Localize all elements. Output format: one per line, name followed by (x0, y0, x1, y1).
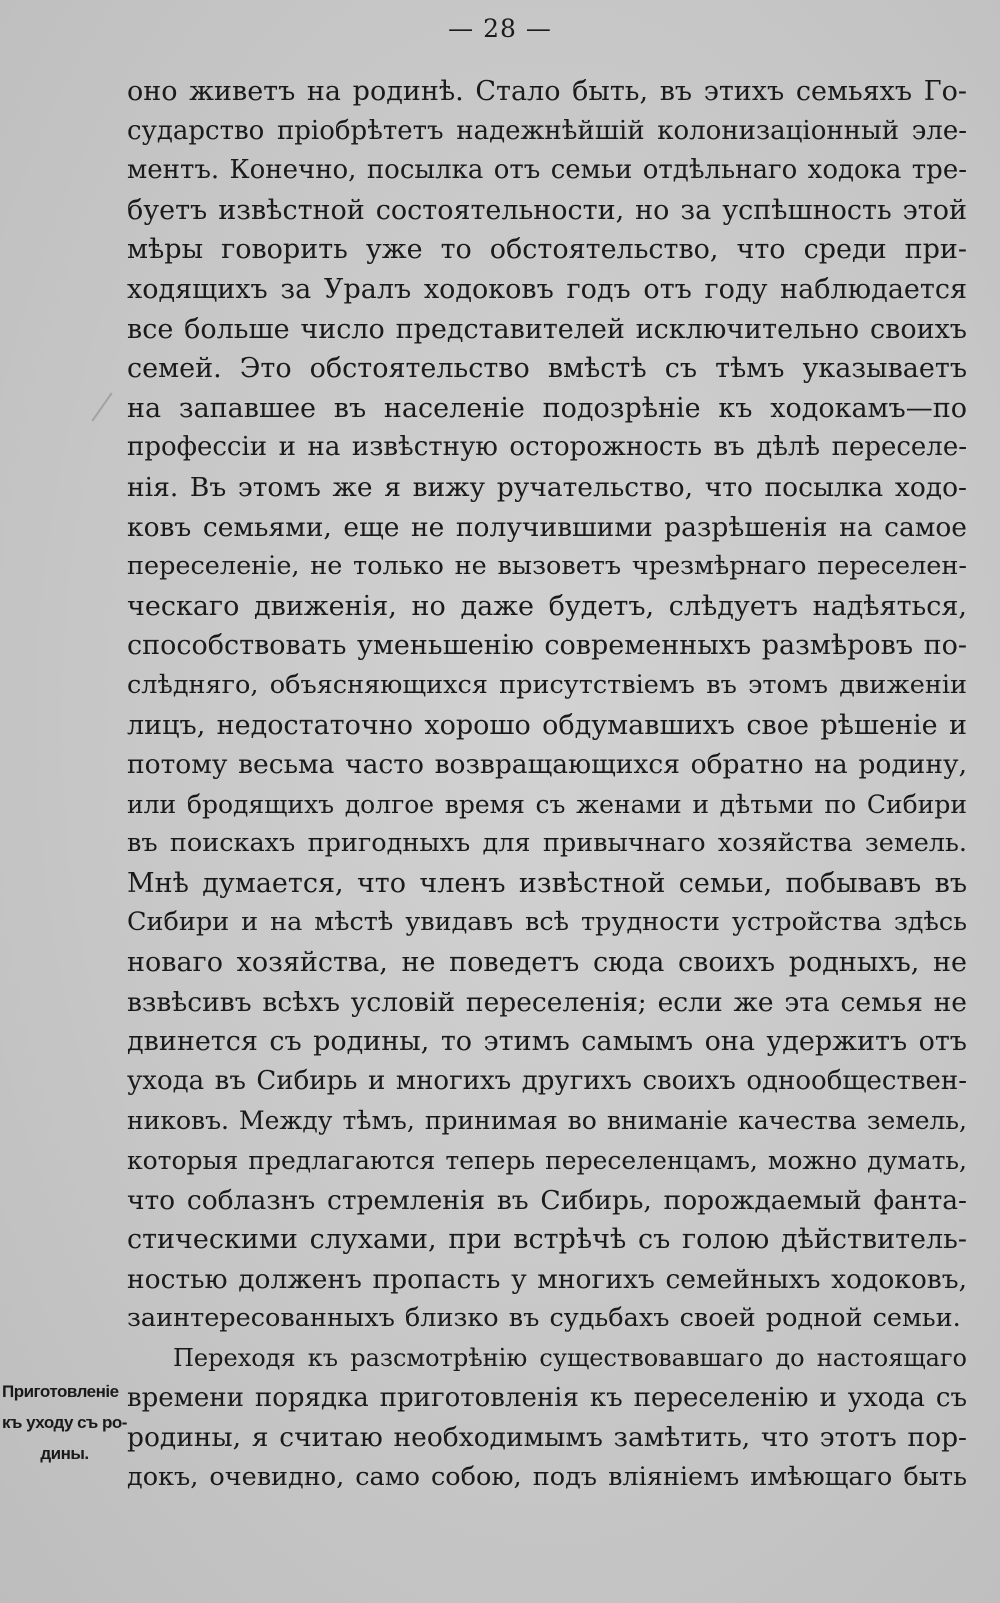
text-line: въ поискахъ пригодныхъ для привычнаго хозяйства земель. (127, 828, 967, 859)
pencil-mark (91, 393, 112, 422)
text-line: Сибири и на мѣстѣ увидавъ всѣ трудности устройства здѣсь (127, 907, 967, 938)
text-line: все больше число представителей исключительно своихъ (127, 313, 967, 345)
page-number: — 28 — (448, 14, 552, 43)
text-line: на запавшее въ населеніе подозрѣніе къ ходокамъ—по (127, 392, 967, 424)
text-line: ковъ семьями, еще не получившими разрѣшенія на самое (127, 511, 967, 543)
text-line: докъ, очевидно, само собою, подъ вліяніемъ имѣющаго быть (127, 1461, 967, 1492)
text-line: оно живетъ на родинѣ. Стало быть, въ этихъ семьяхъ Го- (127, 76, 967, 107)
text-line: ческаго движенія, но даже будетъ, слѣдуетъ надѣяться, (127, 590, 967, 622)
text-line: переселеніе, не только не вызоветъ чрезмѣрнаго переселен- (127, 551, 967, 582)
margin-note-line: дины. (40, 1444, 89, 1463)
text-line: заинтересованныхъ близко въ судьбахъ своей родной семьи. (127, 1303, 961, 1334)
text-line: профессіи и на извѣстную осторожность въ дѣлѣ переселе- (127, 432, 967, 463)
text-line: ностью долженъ пропасть у многихъ семейныхъ ходоковъ, (127, 1263, 967, 1295)
text-line: родины, я считаю необходимымъ замѣтить, что этотъ пор- (127, 1422, 967, 1454)
text-line: буетъ извѣстной состоятельности, но за успѣшность этой (127, 194, 967, 226)
text-line: новаго хозяйства, не поведетъ сюда своихъ родныхъ, не (127, 947, 967, 979)
text-line: взвѣсивъ всѣхъ условій переселенія; если же эта семья не (127, 986, 967, 1018)
text-line: ухода въ Сибирь и многихъ другихъ своихъ однообществен- (127, 1065, 967, 1096)
text-line: Мнѣ думается, что членъ извѣстной семьи, побывавъ въ (127, 867, 967, 899)
text-line: ментъ. Конечно, посылка отъ семьи отдѣльнаго ходока тре- (127, 155, 967, 186)
text-line: мѣры говорить уже то обстоятельство, что среди при- (127, 234, 967, 266)
paragraph-first-line: Переходя къ разсмотрѣнію существовавшаго до настоящаго (173, 1344, 967, 1372)
text-line: лицъ, недостаточно хорошо обдумавшихъ свое рѣшеніе и (127, 709, 967, 741)
margin-note-line: къ уходу съ ро- (2, 1413, 127, 1432)
text-line: ходящихъ за Уралъ ходоковъ годъ отъ году наблюдается (127, 273, 967, 305)
text-line: сударство пріобрѣтетъ надежнѣйшій колонизаціонный эле- (127, 115, 967, 146)
text-line: стическими слухами, при встрѣчѣ съ голою дѣйствитель- (127, 1224, 967, 1256)
text-line: нія. Въ этомъ же я вижу ручательство, что посылка ходо- (127, 471, 967, 503)
text-line: способствовать уменьшенію современныхъ размѣровъ по- (127, 630, 967, 662)
text-line: времени порядка приготовленія къ переселенію и ухода съ (127, 1382, 967, 1413)
text-line: что соблазнъ стремленія въ Сибирь, порождаемый фанта- (127, 1184, 967, 1216)
margin-note (2, 1376, 127, 1469)
text-line: никовъ. Между тѣмъ, принимая во вниманіе качества земель, (127, 1106, 967, 1136)
text-line: слѣдняго, объясняющихся присутствіемъ въ этомъ движеніи (127, 669, 967, 700)
text-line: потому весьма часто возвращающихся обратно на родину, (127, 749, 967, 781)
body-text (127, 72, 967, 1497)
text-line: семей. Это обстоятельство вмѣстѣ съ тѣмъ указываетъ (127, 353, 967, 385)
margin-note-line: Приготовленіе (2, 1382, 119, 1401)
text-line: которыя предлагаются теперь переселенцамъ, можно думать, (127, 1146, 967, 1176)
text-line: двинется съ родины, то этимъ самымъ она удержитъ отъ (127, 1026, 967, 1058)
text-line: или бродящихъ долгое время съ женами и дѣтьми по Сибири (127, 789, 967, 819)
